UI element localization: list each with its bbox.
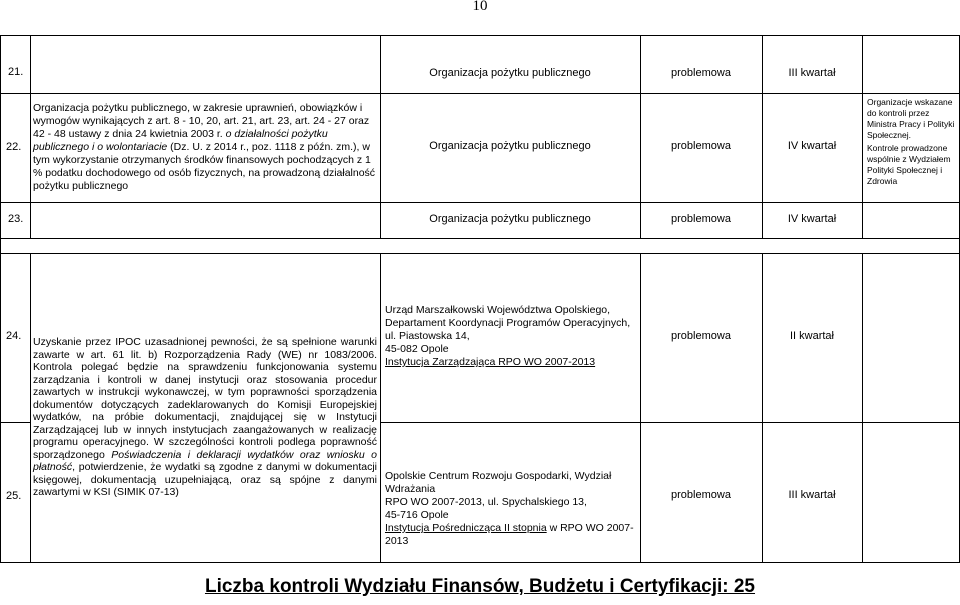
scope-cell: problemowa xyxy=(671,213,731,225)
description-paragraph: Uzyskanie przez IPOC uzasadnionej pewności, że są spełnione warunki zawarte w art. 61 lit. b) Rozporządzenia Rady (WE) nr 1083/2006. Kontrola polegać będzie na sprawdzeniu funkcjonowania systemu zarządzania i kontroli w danej instytucji oraz stosowania procedur zawartych w instrukcji wykonawczej, w tym poprawności sporządzenia dokumentów dotyczących zadeklarowanych do Komisji Europejskiej wydatków, na próbie dokumentacji, znajdującej się w Instytucji Zarządzającej lub w innych instytucjach zaangażowanych w realizację programu operacyjnego. xyxy=(33,336,377,448)
description-italic: Poświadczenia i deklaracji wydatków oraz wniosku o płatność xyxy=(33,448,377,473)
entity-line: Departament Koordynacji Programów Operacyjnych, xyxy=(385,317,631,329)
entity-cell: Organizacja pożytku publicznego xyxy=(429,213,591,225)
row-number: 21. xyxy=(8,66,24,78)
period-cell: III kwartał xyxy=(788,489,836,501)
description-text-end: (Dz. U. z 2014 r., poz. 1118 z późn. zm.), w tym wykorzystanie otrzymanych środków finansowych pochodzących z 1 % podatku dochodowego od osób fizycznych, na prowadzoną działalność pożytku publicznego xyxy=(33,141,376,192)
notes-cell xyxy=(867,97,957,187)
entity-underlined: Instytucja Pośrednicząca II stopnia xyxy=(385,522,547,534)
description-paragraph-2-end: , potwierdzenie, że wydatki są zgodne z danymi w dokumentacji księgowej, dokumentacją uzupełniającą, oraz są spójne z danymi zawartymi w KSI (SIMIK 07-13) xyxy=(33,461,377,498)
entity-cell: Organizacja pożytku publicznego xyxy=(429,140,591,152)
entity-cell xyxy=(385,304,637,369)
row-description xyxy=(33,102,377,193)
note-joint: Kontrole prowadzone wspólnie z Wydziałem Polityki Społecznej i Zdrowia xyxy=(867,143,951,186)
summary-text: Liczba kontroli Wydziału Finansów, Budżetu i Certyfikacji: 25 xyxy=(204,576,756,597)
period-cell: IV kwartał xyxy=(787,213,837,225)
merged-description xyxy=(33,336,377,499)
scope-cell: problemowa xyxy=(671,67,731,79)
row-number: 24. xyxy=(6,330,22,342)
entity-rest: w RPO WO 2007-2013 xyxy=(385,522,634,547)
scope-cell: problemowa xyxy=(671,140,731,152)
period-cell: IV kwartał xyxy=(787,140,837,152)
entity-cell: Organizacja pożytku publicznego xyxy=(429,67,591,79)
entity-line: 45-082 Opole xyxy=(385,343,449,355)
entity-line-last xyxy=(385,522,645,548)
entity-line: Opolskie Centrum Rozwoju Gospodarki, Wydział Wdrażania xyxy=(385,470,612,495)
description-text: Organizacja pożytku publicznego, w zakresie uprawnień, obowiązków i wymogów wynikających z art. 8 - 10, 20, art. 21, art. 23, art. 24 - 27 oraz 42 - 48 ustawy z dnia 24 kwietnia 2003 r. xyxy=(33,102,370,140)
row-number: 22. xyxy=(6,141,22,153)
entity-line: ul. Piastowska 14, xyxy=(385,330,470,342)
page-number: 10 xyxy=(472,0,488,14)
row-number: 23. xyxy=(8,213,24,225)
entity-line: 45-716 Opole xyxy=(385,509,449,521)
scope-cell: problemowa xyxy=(671,330,731,342)
row-number: 25. xyxy=(6,490,22,502)
description-paragraph-2: W szczególności kontroli podlega poprawność sporządzonego xyxy=(33,436,377,461)
entity-line: Urząd Marszałkowski Województwa Opolskiego, xyxy=(385,304,611,316)
note-ministry: Organizacje wskazane do kontroli przez Ministra Pracy i Polityki Społecznej. xyxy=(867,97,955,140)
description-italic: o działalności pożytku publicznego i o wolontariacie xyxy=(33,128,328,153)
period-cell: II kwartał xyxy=(789,330,834,342)
scope-cell: problemowa xyxy=(671,489,731,501)
entity-line: RPO WO 2007-2013, ul. Spychalskiego 13, xyxy=(385,496,587,508)
entity-cell xyxy=(385,470,645,548)
entity-line-underlined: Instytucja Zarządzająca RPO WO 2007-2013 xyxy=(385,356,596,368)
summary-footer xyxy=(0,576,960,598)
period-cell: III kwartał xyxy=(788,67,836,79)
